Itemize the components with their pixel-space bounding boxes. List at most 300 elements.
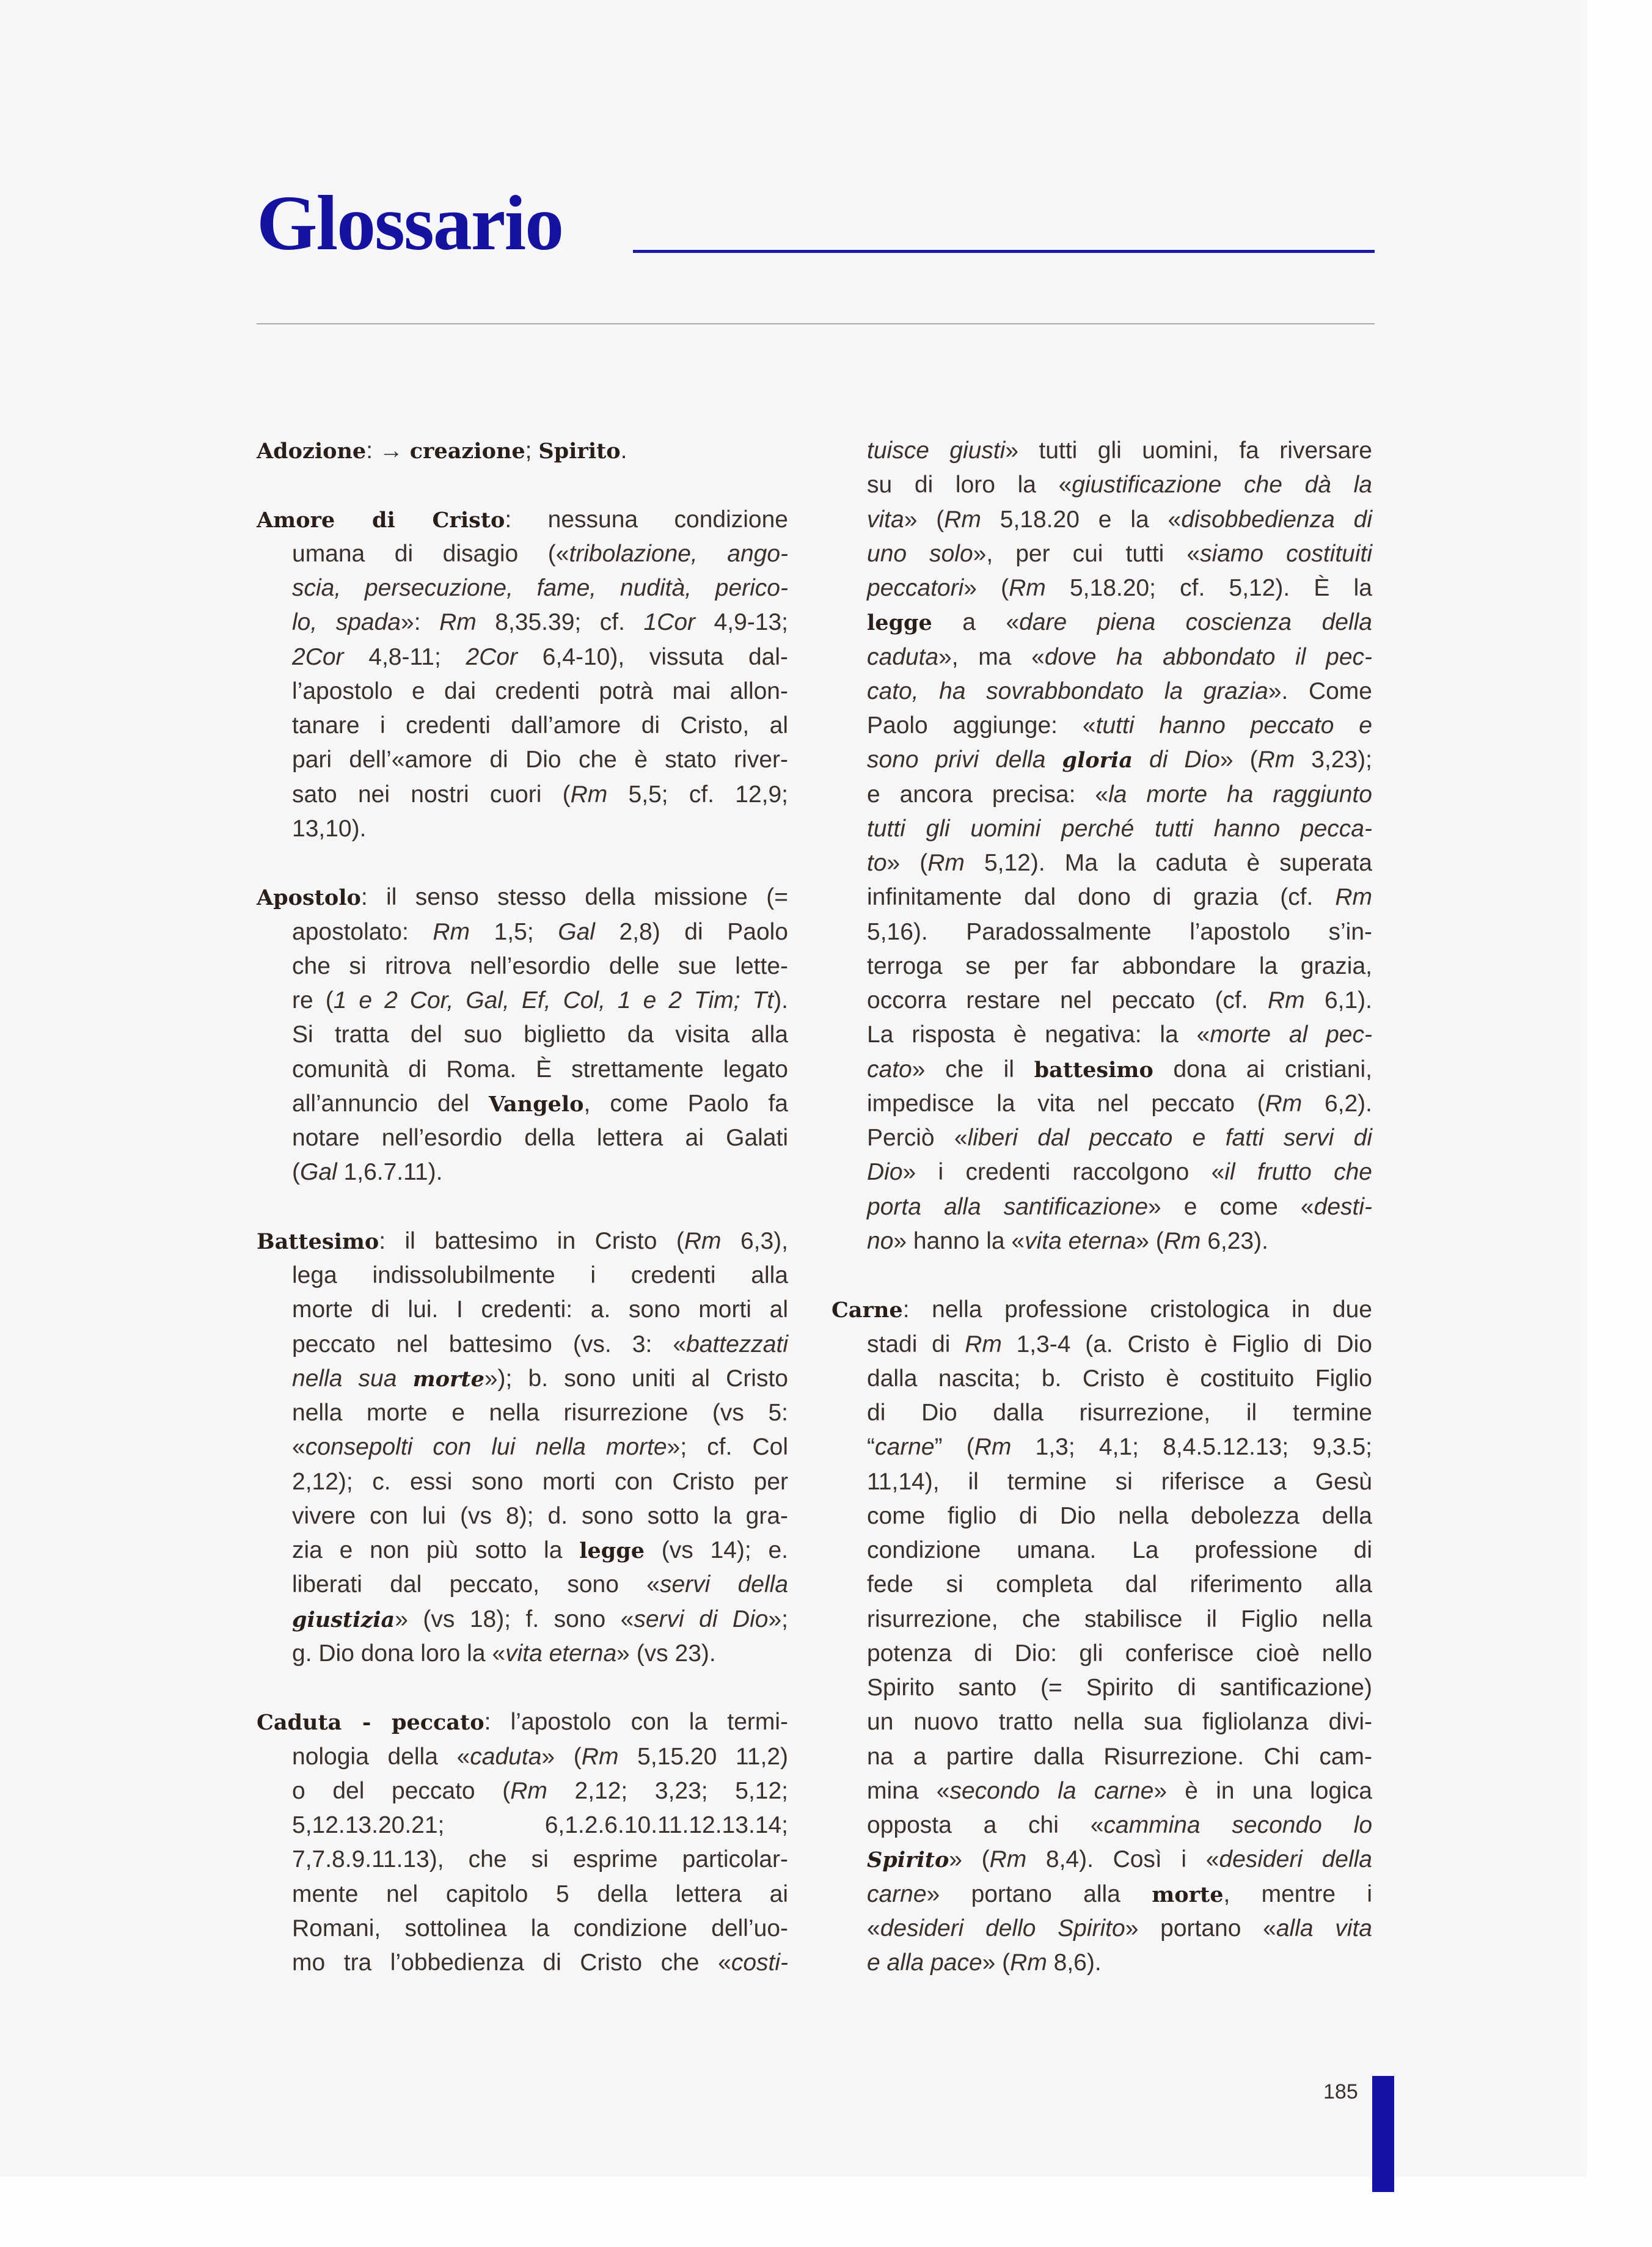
text-line xyxy=(831,1637,1372,1671)
text-segment: » (vs 23). xyxy=(616,1640,716,1667)
text-segment: 3,23); xyxy=(1295,747,1372,773)
text-segment: peccato nel battesimo (vs. 3: « xyxy=(292,1331,687,1357)
text-segment: 2Cor xyxy=(292,643,344,670)
text-segment: : il battesimo in Cristo ( xyxy=(379,1227,684,1254)
text-segment: liberati dal peccato, sono « xyxy=(292,1571,660,1598)
text-line xyxy=(257,1087,788,1121)
cross-reference-term: morte xyxy=(1152,1882,1224,1907)
text-segment: dove ha abbondato il pec- xyxy=(1044,643,1372,670)
text-segment: 2,8) di Paolo xyxy=(594,918,788,945)
text-segment: 6,1). xyxy=(1304,987,1372,1014)
text-segment: condizione umana. La professione di xyxy=(867,1537,1372,1563)
text-segment: 1,3-4 (a. Cristo è Figlio di Dio xyxy=(1001,1331,1372,1357)
text-segment: Rm xyxy=(581,1743,619,1770)
glossary-entry xyxy=(257,1705,788,1980)
text-segment: e alla pace xyxy=(867,1949,982,1976)
text-segment: tanare i credenti dall’amore di Cristo, al xyxy=(292,712,788,739)
entry-headword: Apostolo xyxy=(257,885,361,911)
text-segment: potenza di Dio: gli conferisce cioè nello xyxy=(867,1640,1372,1667)
text-segment: ). xyxy=(773,987,789,1014)
text-segment: » i credenti raccolgono « xyxy=(902,1159,1225,1186)
text-segment: opposta a chi « xyxy=(867,1812,1104,1838)
text-segment: » ( xyxy=(541,1743,582,1770)
text-line xyxy=(831,571,1372,605)
text-line xyxy=(831,1602,1372,1637)
text-segment: Rm xyxy=(684,1227,722,1254)
text-segment: Rm xyxy=(944,506,981,533)
text-segment: « xyxy=(292,1434,305,1461)
text-segment: secondo la carne xyxy=(949,1777,1154,1804)
text-segment: Rm xyxy=(1335,884,1372,911)
text-segment: risurrezione, che stabilisce il Figlio nella xyxy=(867,1606,1372,1632)
text-segment: 5,5; cf. 12,9; xyxy=(607,781,788,808)
text-segment: lega indissolubilmente i credenti alla xyxy=(292,1262,788,1288)
glossary-entry xyxy=(257,503,788,847)
text-line xyxy=(831,1843,1372,1877)
text-segment: servi della xyxy=(659,1571,789,1598)
text-segment: desti- xyxy=(1314,1193,1372,1220)
text-segment: disobbedienza di xyxy=(1181,506,1372,533)
text-segment: , mentre i xyxy=(1223,1880,1372,1907)
text-segment: 6,3), xyxy=(721,1227,789,1254)
text-segment: che si ritrova nell’esordio delle sue lette- xyxy=(292,952,788,979)
text-line xyxy=(831,743,1372,777)
text-line xyxy=(831,1190,1372,1224)
text-line xyxy=(257,1293,788,1327)
text-line xyxy=(257,1946,788,1980)
text-segment: la morte ha raggiunto xyxy=(1108,781,1372,808)
entry-headword: Carne xyxy=(831,1298,903,1323)
text-segment: to xyxy=(867,850,887,876)
text-line xyxy=(831,984,1372,1018)
text-segment: » tutti gli uomini, fa riversare xyxy=(1005,437,1372,464)
text-segment: nella sua xyxy=(292,1365,413,1392)
text-line xyxy=(831,468,1372,502)
text-line xyxy=(831,1465,1372,1499)
cross-reference-term: morte xyxy=(412,1366,484,1392)
text-segment: caduta xyxy=(867,643,939,670)
text-line xyxy=(257,434,788,468)
text-line xyxy=(831,1155,1372,1189)
text-segment: » è in una logica xyxy=(1153,1777,1372,1804)
text-segment: » che il xyxy=(912,1056,1034,1083)
text-segment: 1Cor xyxy=(643,609,696,636)
text-line xyxy=(257,1121,788,1155)
text-segment: notare nell’esordio della lettera ai Galati xyxy=(292,1125,788,1151)
text-segment: Rm xyxy=(927,850,965,876)
text-segment: mina « xyxy=(867,1777,950,1804)
text-line xyxy=(831,1740,1372,1774)
text-segment: come figlio di Dio nella debolezza della xyxy=(867,1502,1372,1529)
text-line xyxy=(831,709,1372,743)
text-segment: tutti hanno peccato e xyxy=(1095,712,1372,739)
text-segment: : l’apostolo con la termi- xyxy=(484,1709,789,1736)
text-segment: 2,12); c. essi sono morti con Cristo per xyxy=(292,1468,788,1495)
text-segment: 5,18.20 e la « xyxy=(981,506,1182,533)
text-segment: Rm xyxy=(433,918,470,945)
text-line xyxy=(831,1705,1372,1739)
text-segment: infinitamente dal dono di grazia (cf. xyxy=(867,884,1336,911)
text-segment: » ( xyxy=(949,1846,990,1873)
text-segment: desideri dello Spirito xyxy=(880,1915,1125,1942)
text-segment: giustificazione che dà la xyxy=(1072,472,1372,499)
text-line xyxy=(831,1328,1372,1362)
text-line xyxy=(831,949,1372,984)
text-segment: »; cf. Col xyxy=(667,1434,788,1461)
text-segment: » portano alla xyxy=(926,1880,1152,1907)
text-line xyxy=(257,1637,788,1671)
text-line xyxy=(831,1053,1372,1087)
cross-reference-term: Spirito xyxy=(538,439,621,464)
text-line xyxy=(257,1018,788,1052)
text-segment: » portano « xyxy=(1125,1915,1276,1942)
text-segment: Rm xyxy=(510,1777,547,1804)
text-line xyxy=(831,1362,1372,1396)
text-segment: La risposta è negativa: la « xyxy=(867,1021,1210,1048)
text-segment: mo tra l’obbedienza di Cristo che « xyxy=(292,1949,731,1976)
text-segment: »; xyxy=(768,1606,788,1632)
text-line xyxy=(831,674,1372,709)
cross-reference-term: Vangelo xyxy=(489,1091,584,1117)
text-line xyxy=(257,1774,788,1808)
text-line xyxy=(257,537,788,571)
cross-reference-term: gloria xyxy=(1062,748,1133,773)
text-segment: « xyxy=(867,1915,880,1942)
text-segment: Rm xyxy=(965,1331,1002,1357)
text-segment: (vs 14); e. xyxy=(644,1537,788,1563)
page-marker-bar xyxy=(1372,2076,1394,2192)
glossary-column-right xyxy=(831,434,1372,2015)
text-segment: terroga se per far abbondare la grazia, xyxy=(867,952,1372,979)
glossary-column-left xyxy=(257,434,788,2015)
text-segment: 5,12.13.20.21; 6,1.2.6.10.11.12.13.14; xyxy=(292,1812,788,1838)
text-segment: tribolazione, ango- xyxy=(569,540,788,567)
text-segment: di Dio dalla risurrezione, il termine xyxy=(867,1400,1372,1426)
text-segment: Rm xyxy=(1265,1090,1303,1117)
text-segment: 8,6). xyxy=(1047,1949,1102,1976)
text-segment: tutti gli uomini perché tutti hanno pecca- xyxy=(867,815,1372,842)
text-segment: apostolato: xyxy=(292,918,433,945)
text-line xyxy=(831,880,1372,915)
text-segment: l’apostolo e dai credenti potrà mai allon- xyxy=(292,678,788,704)
text-line xyxy=(831,915,1372,949)
text-segment: 1 e 2 Cor, Gal, Ef, Col, 1 e 2 Tim; Tt xyxy=(333,987,774,1014)
text-segment: vita xyxy=(867,506,904,533)
text-segment: impedisce la vita nel peccato ( xyxy=(867,1090,1265,1117)
entry-headword: Amore di Cristo xyxy=(257,507,505,533)
text-segment: il frutto che xyxy=(1224,1159,1372,1186)
text-line xyxy=(831,1224,1372,1259)
text-segment: na a partire dalla Risurrezione. Chi cam- xyxy=(867,1743,1372,1770)
text-line xyxy=(831,1018,1372,1052)
text-line xyxy=(831,1774,1372,1808)
glossary-entry xyxy=(257,434,788,468)
text-segment: ( xyxy=(292,1159,300,1186)
text-segment: » ( xyxy=(1136,1227,1164,1254)
text-segment: 5,15.20 11,2) xyxy=(618,1743,788,1770)
text-segment: 6,2). xyxy=(1302,1090,1372,1117)
text-segment: 1,5; xyxy=(470,918,558,945)
text-line xyxy=(831,1808,1372,1843)
text-segment: 6,23). xyxy=(1201,1227,1268,1254)
text-line xyxy=(257,1740,788,1774)
text-segment: » ( xyxy=(982,1949,1011,1976)
text-segment: fede si completa dal riferimento alla xyxy=(867,1571,1372,1598)
title-underline xyxy=(633,250,1375,253)
text-segment: 5,12). Ma la caduta è superata xyxy=(964,850,1372,876)
text-line xyxy=(831,1499,1372,1533)
text-line xyxy=(257,1877,788,1912)
text-segment: » ( xyxy=(963,575,1009,601)
text-segment: nella morte e nella risurrezione (vs 5: xyxy=(292,1400,788,1426)
entry-headword: Battesimo xyxy=(257,1229,379,1254)
text-segment: », ma « xyxy=(938,643,1045,670)
text-line xyxy=(257,1465,788,1499)
text-segment: Dio xyxy=(867,1159,903,1186)
text-segment: : → xyxy=(366,437,410,464)
text-line xyxy=(257,571,788,605)
text-line xyxy=(831,812,1372,846)
text-segment: 8,35.39; cf. xyxy=(476,609,644,636)
text-segment: , come Paolo fa xyxy=(583,1090,788,1117)
text-line xyxy=(257,1705,788,1739)
text-segment: 6,4-10), vissuta dal- xyxy=(517,643,788,670)
text-segment: consepolti con lui nella morte xyxy=(305,1434,667,1461)
text-line xyxy=(257,1430,788,1464)
glossary-entry xyxy=(831,1293,1372,1980)
text-segment: Perciò « xyxy=(867,1125,968,1151)
text-line xyxy=(257,1602,788,1637)
text-line xyxy=(257,1328,788,1362)
text-line xyxy=(257,778,788,812)
text-segment: Paolo aggiunge: « xyxy=(867,712,1096,739)
text-segment: » ( xyxy=(1219,747,1258,773)
cross-reference-term: giustizia xyxy=(292,1607,395,1632)
text-segment: porta alla santificazione xyxy=(867,1193,1149,1220)
text-segment: cato, ha sovrabbondato la grazia xyxy=(867,678,1268,704)
text-segment: re ( xyxy=(292,987,334,1014)
text-segment: g. Dio dona loro la « xyxy=(292,1640,506,1667)
text-line xyxy=(257,1396,788,1430)
text-segment: pari dell’«amore di Dio che è stato river- xyxy=(292,747,788,773)
text-segment: Rm xyxy=(570,781,608,808)
text-line xyxy=(831,1912,1372,1946)
text-segment: servi di Dio xyxy=(634,1606,769,1632)
text-line xyxy=(831,640,1372,674)
text-segment: dare piena coscienza della xyxy=(1019,609,1372,636)
cross-reference-term: Spirito xyxy=(867,1847,949,1873)
text-line xyxy=(257,1499,788,1533)
glossary-entry xyxy=(257,1224,788,1671)
text-line xyxy=(831,1671,1372,1705)
text-segment: battezzati xyxy=(686,1331,788,1357)
text-segment: no xyxy=(867,1227,894,1254)
text-segment: Spirito santo (= Spirito di santificazione) xyxy=(867,1675,1372,1701)
text-segment: siamo costituiti xyxy=(1200,540,1373,567)
text-line xyxy=(257,640,788,674)
text-segment: un nuovo tratto nella sua figliolanza divi- xyxy=(867,1709,1372,1736)
text-segment: »); b. sono uniti al Cristo xyxy=(484,1365,788,1392)
text-segment: stadi di xyxy=(867,1331,965,1357)
text-segment: comunità di Roma. È strettamente legato xyxy=(292,1056,788,1083)
text-segment: 2,12; 3,23; 5,12; xyxy=(547,1777,788,1804)
text-segment: Rm xyxy=(989,1846,1027,1873)
text-segment: : nella professione cristologica in due xyxy=(902,1296,1372,1323)
text-line xyxy=(831,1121,1372,1155)
text-segment: sono privi della xyxy=(867,747,1062,773)
text-segment: o del peccato ( xyxy=(292,1777,511,1804)
text-segment: 13,10). xyxy=(292,815,367,842)
text-line xyxy=(831,1533,1372,1568)
text-line xyxy=(257,1533,788,1568)
text-line xyxy=(831,1087,1372,1121)
text-segment: scia, persecuzione, fame, nudità, perico- xyxy=(292,575,788,601)
text-segment: Rm xyxy=(439,609,477,636)
text-segment: vita eterna xyxy=(505,1640,617,1667)
text-line xyxy=(831,503,1372,537)
text-segment: ; xyxy=(525,437,539,464)
text-segment: 7,7.8.9.11.13), che si esprime particolar- xyxy=(292,1846,788,1873)
text-segment: Rm xyxy=(1010,1949,1047,1976)
text-segment: » (vs 18); f. sono « xyxy=(395,1606,634,1632)
text-line xyxy=(831,846,1372,880)
glossary-entry xyxy=(831,434,1372,1259)
text-segment: morte al pec- xyxy=(1210,1021,1372,1048)
text-segment: : il senso stesso della missione (= xyxy=(360,884,788,911)
text-segment: nologia della « xyxy=(292,1743,470,1770)
text-line xyxy=(257,1912,788,1946)
page-title: Glossario xyxy=(257,180,563,266)
text-segment: desideri della xyxy=(1219,1846,1372,1873)
text-line xyxy=(831,778,1372,812)
text-segment: » ( xyxy=(886,850,928,876)
text-segment: », per cui tutti « xyxy=(973,540,1201,567)
text-line xyxy=(257,915,788,949)
text-segment: e ancora precisa: « xyxy=(867,781,1109,808)
text-segment: ». Come xyxy=(1268,678,1372,704)
text-segment: mente nel capitolo 5 della lettera ai xyxy=(292,1880,788,1907)
page-number: 185 xyxy=(1323,2080,1358,2103)
cross-reference-term: creazione xyxy=(409,439,525,464)
text-segment: . xyxy=(620,437,627,464)
text-line xyxy=(257,984,788,1018)
text-line xyxy=(831,1430,1372,1464)
text-segment: »: xyxy=(401,609,440,636)
text-line xyxy=(257,674,788,709)
text-segment: liberi dal peccato e fatti servi di xyxy=(967,1125,1372,1151)
text-segment: vita eterna xyxy=(1025,1227,1136,1254)
text-segment: 4,8-11; xyxy=(343,643,466,670)
text-segment: lo, spada xyxy=(292,609,401,636)
text-segment: cato xyxy=(867,1056,912,1083)
text-line xyxy=(831,1877,1372,1912)
text-segment: 11,14), il termine si riferisce a Gesù xyxy=(867,1468,1372,1495)
text-line xyxy=(257,1362,788,1396)
header-divider xyxy=(257,323,1375,324)
text-segment: 1,6.7.11). xyxy=(337,1159,443,1186)
text-line xyxy=(257,503,788,537)
text-segment: zia e non più sotto la xyxy=(292,1537,580,1563)
text-segment: su di loro la « xyxy=(867,472,1072,499)
text-segment: carne xyxy=(875,1434,935,1461)
text-segment: Gal xyxy=(300,1159,337,1186)
text-segment: 5,16). Paradossalmente l’apostolo s’in- xyxy=(867,918,1372,945)
text-segment: Rm xyxy=(1163,1227,1201,1254)
text-segment: Rm xyxy=(1257,747,1295,773)
text-line xyxy=(257,1808,788,1843)
text-segment: morte di lui. I credenti: a. sono morti al xyxy=(292,1296,788,1323)
text-segment: Romani, sottolinea la condizione dell’uo- xyxy=(292,1915,788,1942)
glossary-entry xyxy=(257,880,788,1189)
text-segment: Si tratta del suo biglietto da visita alla xyxy=(292,1021,788,1048)
text-segment: cammina secondo lo xyxy=(1103,1812,1373,1838)
text-line xyxy=(831,1396,1372,1430)
text-line xyxy=(257,1224,788,1259)
text-segment: umana di disagio (« xyxy=(292,540,569,567)
cross-reference-term: legge xyxy=(579,1538,645,1563)
entry-headword: Caduta - peccato xyxy=(257,1710,484,1736)
text-segment: sato nei nostri cuori ( xyxy=(292,781,571,808)
text-segment: uno solo xyxy=(867,540,973,567)
text-segment: 4,9-13; xyxy=(695,609,788,636)
text-segment: Rm xyxy=(1267,987,1305,1014)
text-segment: Rm xyxy=(974,1434,1012,1461)
text-line xyxy=(257,709,788,743)
text-segment: tuisce giusti xyxy=(867,437,1006,464)
text-line xyxy=(831,1568,1372,1602)
cross-reference-term: legge xyxy=(867,610,932,636)
text-line xyxy=(257,1843,788,1877)
text-line xyxy=(257,812,788,846)
text-segment: Gal xyxy=(558,918,595,945)
text-line xyxy=(831,434,1372,468)
text-line xyxy=(257,949,788,984)
text-segment: : nessuna condizione xyxy=(505,506,788,533)
text-segment: 2Cor xyxy=(466,643,518,670)
text-segment: all’annuncio del xyxy=(292,1090,489,1117)
text-line xyxy=(257,743,788,777)
text-segment: costi- xyxy=(731,1949,788,1976)
text-segment: a « xyxy=(932,609,1020,636)
text-segment: “ xyxy=(867,1434,875,1461)
text-segment: alla vita xyxy=(1276,1915,1372,1942)
text-line xyxy=(257,605,788,640)
text-segment: di Dio xyxy=(1133,747,1220,773)
text-segment: » hanno la « xyxy=(893,1227,1025,1254)
text-line xyxy=(257,880,788,915)
text-segment: » e come « xyxy=(1148,1193,1314,1220)
text-segment: 8,4). Così i « xyxy=(1026,1846,1219,1873)
text-line xyxy=(831,1293,1372,1327)
text-segment: carne xyxy=(867,1880,927,1907)
text-segment: peccatori xyxy=(867,575,964,601)
text-segment: caduta xyxy=(470,1743,542,1770)
text-line xyxy=(257,1568,788,1602)
text-line xyxy=(831,1946,1372,1980)
text-segment: dalla nascita; b. Cristo è costituito Figlio xyxy=(867,1365,1372,1392)
text-line xyxy=(831,537,1372,571)
text-segment: occorra restare nel peccato (cf. xyxy=(867,987,1268,1014)
text-line xyxy=(257,1053,788,1087)
cross-reference-term: battesimo xyxy=(1034,1057,1153,1083)
text-segment: 5,18.20; cf. 5,12). È la xyxy=(1045,575,1372,601)
text-segment: ” ( xyxy=(934,1434,974,1461)
text-line xyxy=(831,605,1372,640)
entry-headword: Adozione xyxy=(257,439,367,464)
text-line xyxy=(257,1259,788,1293)
text-line xyxy=(257,1155,788,1189)
text-segment: dona ai cristiani, xyxy=(1153,1056,1373,1083)
